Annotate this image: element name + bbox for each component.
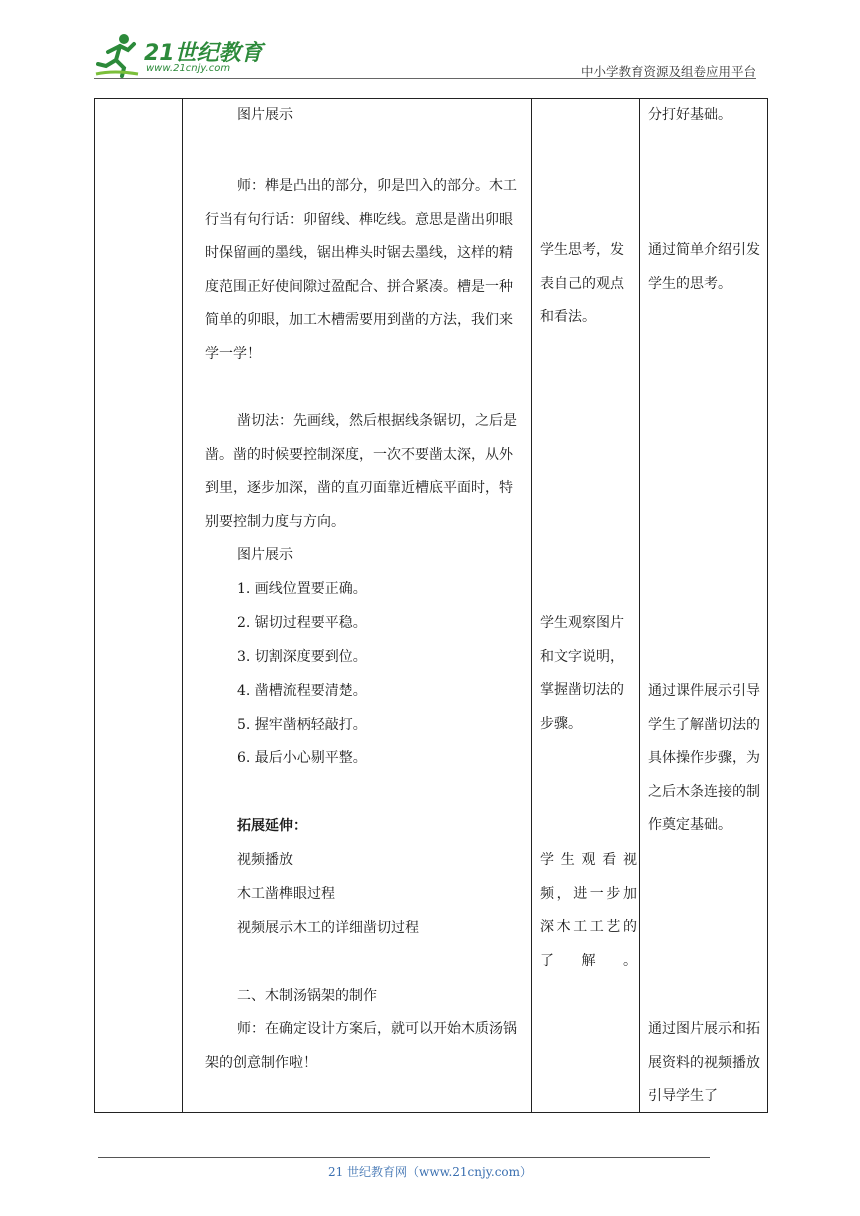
student-activity-1: 学生思考，发表自己的观点和看法。 [540,242,624,325]
step-item: 3. 切割深度要到位。 [237,649,367,665]
runner-logo-icon [94,30,144,78]
teacher-intro-paragraph: 师：榫是凸出的部分，卯是凹入的部分。木工行当有句行话：卯留线、榫吃线。意思是凿出卯眼时保留画的墨线，锯出榫头时锯去墨线，这样的精度范围正好使间隙过盈配合、拼合紧凑。槽是一种简单的卯眼，加工木槽需要用到凿的方法，我们来学一学！ [205,178,517,362]
step-item: 1. 画线位置要正确。 [237,581,367,597]
design-intent-1: 通过简单介绍引发学生的思考。 [648,242,760,292]
activity-column-cell [183,99,532,1113]
extension-line: 视频播放 [237,852,293,868]
table-row [95,99,768,1113]
step-item: 6. 最后小心剔平整。 [237,750,367,766]
design-intent-3: 通过图片展示和拓展资料的视频播放引导学生了 [648,1021,760,1104]
lesson-table [94,98,768,1113]
stage-column-cell [95,99,183,1113]
step-item: 5. 握牢凿柄轻敲打。 [237,717,367,733]
header-slogan: 中小学教育资源及组卷应用平台 [580,64,756,79]
chisel-method-paragraph: 凿切法：先画线，然后根据线条锯切，之后是凿。凿的时候要控制深度，一次不要凿太深，从外到里，逐步加深，凿的直刃面靠近槽底平面时，特别要控制力度与方向。 [205,413,517,530]
section-two-paragraph: 师：在确定设计方案后，就可以开始木质汤锅架的创意制作啦！ [205,1021,517,1071]
extension-line: 木工凿榫眼过程 [237,886,335,902]
footer-divider [98,1157,710,1158]
header-divider [94,78,756,79]
image-display-label-2: 图片展示 [237,547,293,563]
design-intent-2: 通过课件展示引导学生了解凿切法的具体操作步骤，为之后木条连接的制作奠定基础。 [648,683,760,833]
logo-url: www.21cnjy.com [146,63,231,74]
student-activity-3: 学生观看视频，进一步加深木工工艺的了解。 [540,852,637,969]
student-activity-2: 学生观察图片和文字说明，掌握凿切法的步骤。 [540,615,624,732]
step-item: 4. 凿槽流程要清楚。 [237,683,367,699]
logo-title: 21世纪教育 [144,41,263,66]
student-activity-column-cell [532,99,640,1113]
page-header [0,0,860,80]
section-two-heading: 二、木制汤锅架的制作 [237,988,377,1004]
design-intent-0: 分打好基础。 [648,107,732,123]
design-intent-column-cell [640,99,768,1113]
step-item: 2. 锯切过程要平稳。 [237,615,367,631]
extension-heading: 拓展延伸： [237,818,307,834]
extension-line: 视频展示木工的详细凿切过程 [237,920,419,936]
footer-link[interactable]: 21 世纪教育网（www.21cnjy.com） [327,1165,533,1179]
image-display-label: 图片展示 [237,107,293,123]
site-logo [94,30,264,78]
